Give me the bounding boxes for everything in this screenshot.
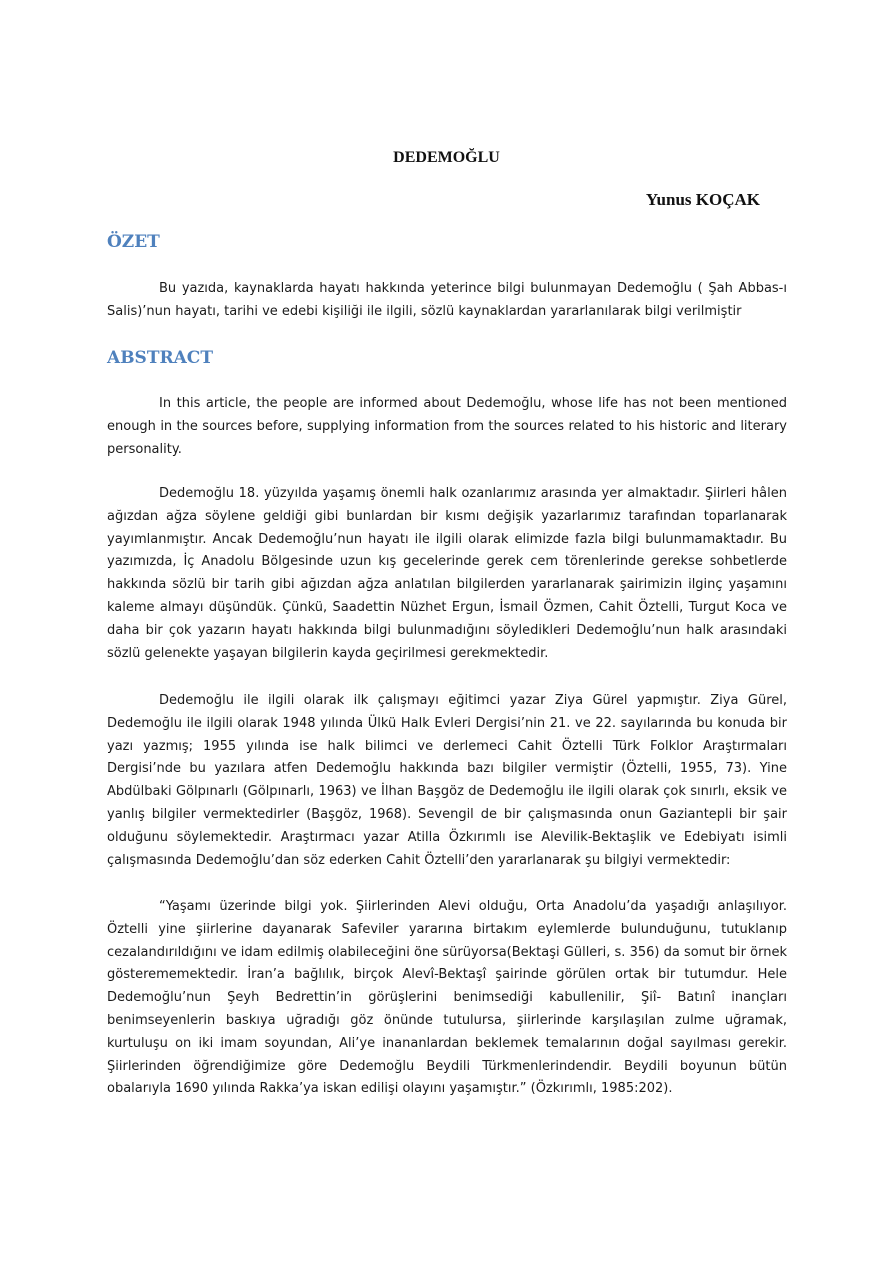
body-paragraph-1: Dedemoğlu 18. yüzyılda yaşamış önemli halk ozanlarımız arasında yer almaktadır. Şiirleri hâlen ağızdan ağza söylene geldiği gibi bunlardan bir kısmı değişik yazarlarımız tarafından toparlanarak yayımlanmıştır. Ancak Dedemoğlu’nun hayatı ile ilgili olarak elimizde fazla bilgi bulunmamaktadır. Bu yazımızda, İç Anadolu Bölgesinde uzun kış gecelerinde gerek cem törenlerinde gerekse sohbetlerde hakkında sözlü bir tarih gibi ağızdan ağza anlatılan bilgilerden yararlanarak şairimizin ilginç yaşamını kaleme almayı düşündük. Çünkü, Saadettin Nüzhet Ergun, İsmail Özmen, Cahit Öztelli, Turgut Koca ve daha bir çok yazarın hayatı hakkında bilgi bulunmadığını söyledikleri Dedemoğlu’nun halk arasındaki sözlü gelenekte yaşayan bilgilerin kayda geçirilmesi gerekmektedir. [107,486,787,661]
ozet-heading: ÖZET [107,232,160,252]
abstract-paragraph: In this article, the people are informed about Dedemoğlu, whose life has not been mentioned enough in the sources before, supplying information from the sources related to his historic and literary personality. [107,396,787,457]
ozet-paragraph: Bu yazıda, kaynaklarda hayatı hakkında yeterince bilgi bulunmayan Dedemoğlu ( Şah Abbas-ı Salis)’nun hayatı, tarihi ve edebi kişiliği ile ilgili, sözlü kaynaklardan yararlanılarak bilgi verilmiştir [107,281,787,319]
abstract-heading: ABSTRACT [107,348,213,368]
document-title: DEDEMOĞLU [393,149,500,166]
body-paragraph-2: Dedemoğlu ile ilgili olarak ilk çalışmayı eğitimci yazar Ziya Gürel yapmıştır. Ziya Gürel, Dedemoğlu ile ilgili olarak 1948 yılında Ülkü Halk Evleri Dergisi’nin 21. ve 22. sayılarında bu konuda bir yazı yazmış; 1955 yılında ise halk bilimci ve derlemeci Cahit Öztelli Türk Folklor Araştırmaları Dergisi’nde bu yazılara atfen Dedemoğlu hakkında bazı bilgiler vermiştir (Öztelli, 1955, 73). Yine Abdülbaki Gölpınarlı (Gölpınarlı, 1963) ve İlhan Başgöz de Dedemoğlu ile ilgili olarak çok sınırlı, eksik ve yanlış bilgiler vermektedirler (Başgöz, 1968). Sevengil de bir çalışmasında onun Gaziantepli bir şair olduğunu söylemektedir. Araştırmacı yazar Atilla Özkırımlı ise Alevilik-Bektaşlik ve Edebiyatı isimli çalışmasında Dedemoğlu’dan söz ederken Cahit Öztelli’den yararlanarak şu bilgiyi vermektedir: [107,693,787,868]
author-name: Yunus KOÇAK [645,190,760,209]
body-paragraph-3-quote: “Yaşamı üzerinde bilgi yok. Şiirlerinden Alevi olduğu, Orta Anadolu’da yaşadığı anlaşılıyor. Öztelli yine şiirlerine dayanarak Safeviler yararına birtakım eylemlerde bulunduğunu, tutuklanıp cezalandırıldığını ve idam edilmiş olabileceğini öne sürüyorsa(Bektaşi Gülleri, s. 356) da somut bir örnek gösterememektedir. İran’a bağlılık, birçok Alevî-Bektaşî şairinde görülen ortak bir tutumdur. Hele Dedemoğlu’nun Şeyh Bedrettin’in görüşlerini benimsediği kabullenilir, Şiî- Batınî inançları benimseyenlerin baskıya uğradığı göz önünde tutulursa, şiirlerinde karşılaşılan zulme uğramak, kurtuluşu on iki imam soyundan, Ali’ye inananlardan beklemek temalarının doğal sayılması gerekir. Şiirlerinden öğrendiğimize göre Dedemoğlu Beydili Türkmenlerindendir. Beydili boyunun bütün obalarıyla 1690 yılında Rakka’ya iskan edilişi olayını yaşamıştır.” (Özkırımlı, 1985:202). [107,899,787,1097]
